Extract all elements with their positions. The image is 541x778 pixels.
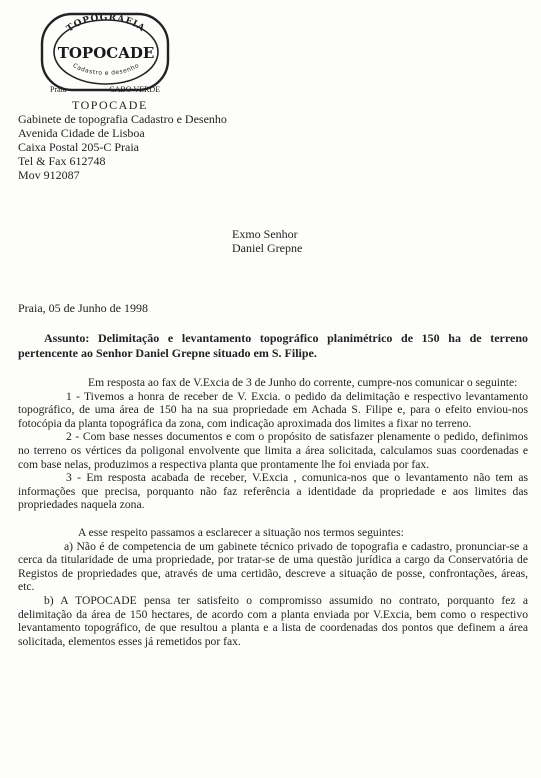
body-paragraph-4: A esse respeito passamos a esclarecer a situação nos termos seguintes: xyxy=(78,525,404,539)
logo-left-text: Praia xyxy=(50,85,67,94)
letter-body xyxy=(18,376,528,648)
sender-line: Tel & Fax 612748 xyxy=(18,154,106,168)
sender-line: Caixa Postal 205-C Praia xyxy=(18,140,139,154)
body-paragraph-a: a) Não é de competencia de um gabinete técnico privado de topografia e cadastro, pronunciar-se a cerca da titularidade de uma propriedade, por tratar-se de uma questão jurídica a cargo da Conservatória de Registos de propriedades que, através de uma certidão, descreve a situação de posse, confrontações, áreas, etc. xyxy=(18,539,528,594)
body-paragraph-2: 2 - Com base nesses documentos e com o propósito de satisfazer plenamente o pedido, definimos no terreno os vértices da poligonal envolvente que limita a área solicitada, calculamos suas coordenadas e com base nelas, produzimos a respectiva planta que prontamente lhe foi enviada por fax. xyxy=(18,430,528,471)
body-paragraph-3: 3 - Em resposta acabada de receber, V.Excia , comunica-nos que o levantamento não tem as informações que precisa, porquanto não faz referência a identidade da propriedade e aos limites das propriedades naquela zona. xyxy=(18,471,528,512)
logo-right-text: CABO VERDE xyxy=(109,85,160,94)
recipient-salutation: Exmo Senhor xyxy=(232,227,298,241)
recipient-name: Daniel Grepne xyxy=(232,241,303,255)
svg-text:Cadastro e desenho xyxy=(72,62,141,77)
letter-subject: Assunto: Delimitação e levantamento topográfico planimétrico de 150 ha de terreno pertencente ao Senhor Daniel Grepne situado em S. Filipe. xyxy=(18,331,528,360)
body-paragraph-intro: Em resposta ao fax de V.Excia de 3 de Junho do corrente, cumpre-nos comunicar o seguinte: xyxy=(88,376,518,389)
sender-line: Gabinete de topografia Cadastro e Desenho xyxy=(18,112,227,126)
body-paragraph-b: b) A TOPOCADE pensa ter satisfeito o compromisso assumido no contrato, porquanto fez a delimitação da área de 150 hectares, de acordo com a planta enviada por V.Excia, bem como o respectivo levantamento topográfico, de que resultou a planta e a lista de coordenadas dos pontos que definem a área solicitada, elementos esses já remetidos por fax. xyxy=(18,593,528,648)
logo-graphic xyxy=(40,10,170,94)
sender-name: TOPOCADE xyxy=(72,98,148,112)
logo-bottom-text: Cadastro e desenho xyxy=(71,62,141,77)
sender-line: Avenida Cidade de Lisboa xyxy=(18,126,145,140)
logo-name-text: TOPOCADE xyxy=(57,44,155,62)
sender-address-block xyxy=(18,98,227,182)
sender-line: Mov 912087 xyxy=(18,168,80,182)
recipient-block xyxy=(232,227,302,255)
letter-date: Praia, 05 de Junho de 1998 xyxy=(18,301,148,315)
svg-text:TOPOGRAFIA xyxy=(65,13,147,34)
logo-top-text: TOPOGRAFIA xyxy=(65,12,147,35)
body-paragraph-1: 1 - Tivemos a honra de receber de V. Excia. o pedido da delimitação e respectivo levantamento topográfico, de uma área de 150 ha na sua propriedade em Achada S. Filipe e, para o efeito enviou-nos fotocópia da planta topográfica da zona, com indicação aproximada dos limites a fixar no terreno. xyxy=(18,389,528,430)
topocade-logo-stamp xyxy=(40,10,170,94)
